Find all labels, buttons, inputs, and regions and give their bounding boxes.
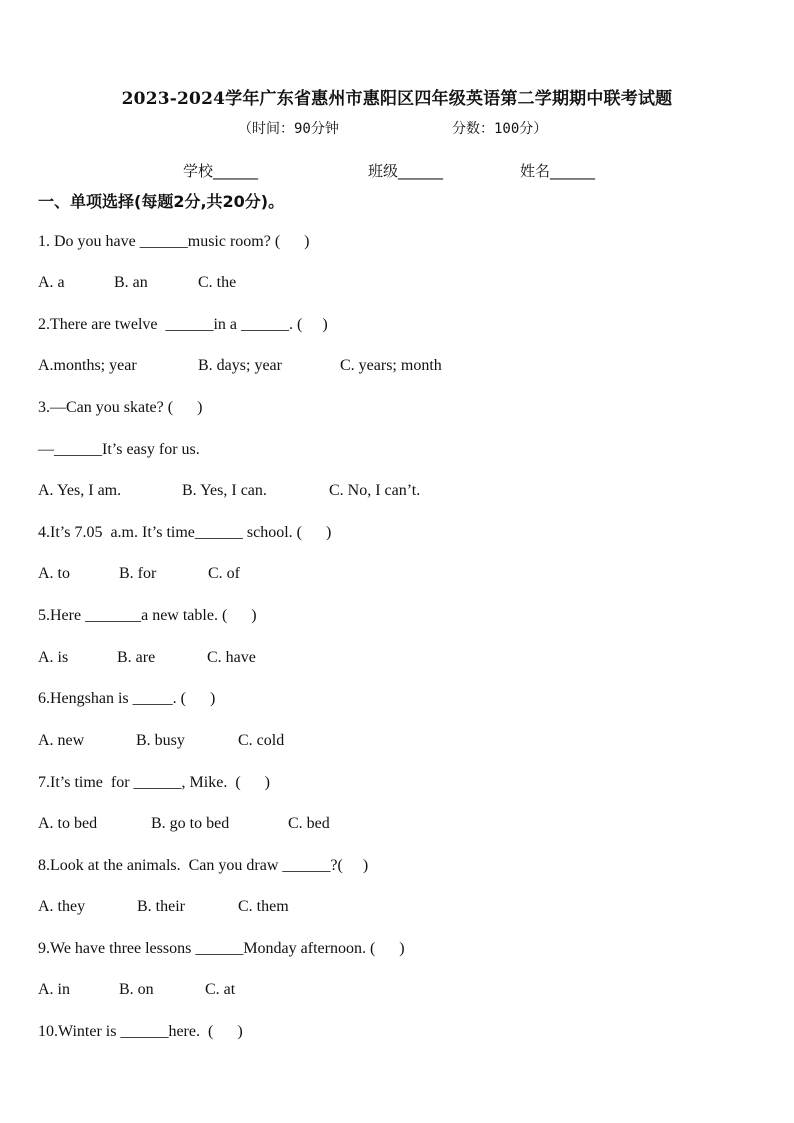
options-1	[38, 274, 338, 296]
option-b: B. on	[119, 981, 154, 998]
exam-time: （时间：90分钟	[238, 121, 339, 137]
question-4: 4.It’s 7.05 a.m. It’s time______ school. ( )	[38, 524, 332, 541]
question-7: 7.It’s time for ______, Mike. ( )	[38, 774, 270, 791]
options-7	[38, 815, 398, 837]
option-c: C. the	[198, 274, 237, 291]
option-a: A. Yes, I am.	[38, 482, 122, 499]
page-title: 2023-2024学年广东省惠州市惠阳区四年级英语第二学期期中联考试题	[121, 89, 673, 109]
option-b: B. are	[117, 649, 156, 666]
option-c: C. them	[238, 898, 289, 915]
question-5: 5.Here _______a new table. ( )	[38, 607, 257, 624]
question-3-answer-line: —______It’s easy for us.	[38, 441, 200, 458]
option-b: B. busy	[136, 732, 185, 749]
question-3: 3.—Can you skate? ( )	[38, 399, 203, 416]
option-a: A. is	[38, 649, 69, 666]
option-b: B. days; year	[198, 357, 282, 374]
question-9: 9.We have three lessons ______Monday afternoon. ( )	[38, 940, 405, 957]
option-b: B. their	[137, 898, 185, 915]
option-a: A. in	[38, 981, 70, 998]
options-6	[38, 732, 358, 754]
class-field: 班级______	[368, 162, 444, 180]
option-b: B. Yes, I can.	[182, 482, 267, 499]
option-a: A. to bed	[38, 815, 98, 832]
option-a: A. to	[38, 565, 70, 582]
option-c: C. No, I can’t.	[329, 482, 421, 499]
options-2	[38, 357, 538, 379]
option-c: C. cold	[238, 732, 285, 749]
option-c: C. years; month	[340, 357, 442, 374]
question-1: 1. Do you have ______music room? ( )	[38, 233, 310, 250]
option-b: B. go to bed	[151, 815, 230, 832]
option-a: A. a	[38, 274, 65, 291]
option-a: A.months; year	[38, 357, 137, 374]
option-b: B. an	[114, 274, 148, 291]
options-5	[38, 649, 338, 671]
question-10: 10.Winter is ______here. ( )	[38, 1023, 243, 1040]
options-8	[38, 898, 358, 920]
question-8: 8.Look at the animals. Can you draw ______?( )	[38, 857, 369, 874]
option-c: C. at	[205, 981, 236, 998]
options-3	[38, 482, 538, 504]
question-2: 2.There are twelve ______in a ______. ( )	[38, 316, 328, 333]
option-c: C. have	[207, 649, 256, 666]
question-6: 6.Hengshan is _____. ( )	[38, 690, 216, 707]
option-a: A. they	[38, 898, 86, 915]
options-4	[38, 565, 338, 587]
name-field: 姓名______	[520, 162, 596, 180]
exam-score: 分数：100分）	[452, 121, 548, 137]
option-b: B. for	[119, 565, 157, 582]
option-c: C. bed	[288, 815, 330, 832]
option-c: C. of	[208, 565, 240, 582]
school-field: 学校______	[183, 162, 259, 180]
options-9	[38, 981, 338, 1003]
section-title: 一、单项选择(每题2分,共20分)。	[38, 192, 285, 211]
option-a: A. new	[38, 732, 85, 749]
